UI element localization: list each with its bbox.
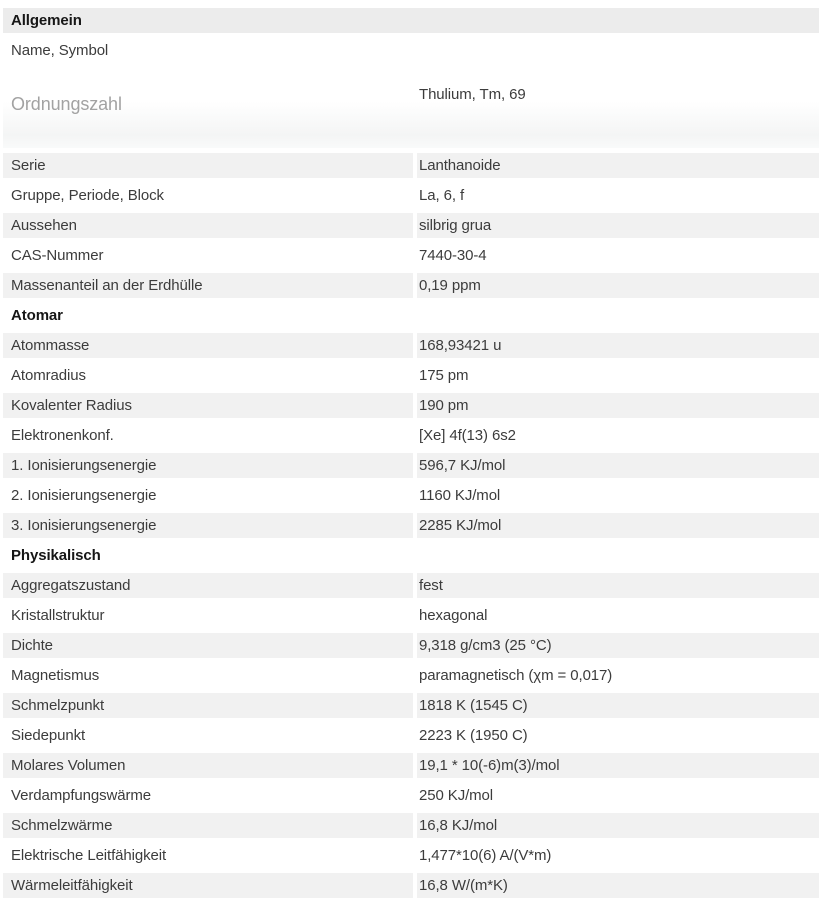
- property-row: [3, 783, 819, 808]
- element-name-value: Thulium, Tm, 69: [419, 86, 526, 103]
- property-label-cell: [3, 723, 413, 748]
- property-label-cell: [3, 813, 413, 838]
- property-label: 3. Ionisierungsenergie: [11, 517, 157, 534]
- property-value-cell: [417, 363, 819, 388]
- property-label-cell: [3, 783, 413, 808]
- property-label-cell: [3, 873, 413, 898]
- property-label-cell: [3, 513, 413, 538]
- property-label: Kristallstruktur: [11, 607, 105, 624]
- property-label: Serie: [11, 157, 46, 174]
- property-value: hexagonal: [419, 607, 488, 624]
- property-label: Atomradius: [11, 367, 86, 384]
- property-label: Siedepunkt: [11, 727, 86, 744]
- property-value-cell: [417, 783, 819, 808]
- property-value: [Xe] 4f(13) 6s2: [419, 427, 516, 444]
- property-value: La, 6, f: [419, 187, 465, 204]
- property-label-cell: [3, 213, 413, 238]
- property-value: 175 pm: [419, 367, 469, 384]
- property-value-cell: [417, 663, 819, 688]
- property-label-cell: [3, 243, 413, 268]
- section-title: Allgemein: [11, 12, 82, 29]
- property-value: Lanthanoide: [419, 157, 501, 174]
- property-row: [3, 723, 819, 748]
- property-label: Wärmeleitfähigkeit: [11, 877, 133, 894]
- property-label-cell: [3, 603, 413, 628]
- property-value-cell: [417, 603, 819, 628]
- property-value-cell: [417, 243, 819, 268]
- property-value: 190 pm: [419, 397, 469, 414]
- property-label: 2. Ionisierungsenergie: [11, 487, 157, 504]
- property-label-cell: [3, 633, 413, 658]
- property-row: [3, 393, 819, 418]
- property-row: [3, 633, 819, 658]
- property-value: 1,477*10(6) A/(V*m): [419, 847, 552, 864]
- property-label: Name, Symbol: [11, 42, 109, 59]
- property-label: Elektronenkonf.: [11, 427, 114, 444]
- property-value-cell: [417, 633, 819, 658]
- property-value: 2285 KJ/mol: [419, 517, 502, 534]
- property-value-cell: [417, 393, 819, 418]
- property-value: 1818 K (1545 C): [419, 697, 528, 714]
- property-row: [3, 663, 819, 688]
- property-value-cell: [417, 753, 819, 778]
- property-row: [3, 813, 819, 838]
- property-row: [3, 333, 819, 358]
- property-value-cell: [417, 423, 819, 448]
- property-row: [3, 273, 819, 298]
- ordnungszahl-block: [3, 68, 819, 148]
- property-row: [3, 603, 819, 628]
- property-row: [3, 213, 819, 238]
- property-row: [3, 753, 819, 778]
- property-value: 7440-30-4: [419, 247, 487, 264]
- property-value: 2223 K (1950 C): [419, 727, 528, 744]
- property-label-cell: [3, 663, 413, 688]
- property-label-cell: [3, 423, 413, 448]
- property-row: [3, 243, 819, 268]
- property-value: silbrig grua: [419, 217, 492, 234]
- property-row: [3, 453, 819, 478]
- property-label: Massenanteil an der Erdhülle: [11, 277, 203, 294]
- property-row: [3, 483, 819, 508]
- property-row: [3, 183, 819, 208]
- property-row: [3, 843, 819, 868]
- property-value: paramagnetisch (χm = 0,017): [419, 667, 613, 684]
- section-header-physikalisch: [3, 543, 819, 568]
- property-row: [3, 693, 819, 718]
- property-value-cell: [417, 38, 819, 63]
- property-label: Elektrische Leitfähigkeit: [11, 847, 167, 864]
- property-value: 168,93421 u: [419, 337, 502, 354]
- property-value-cell: [417, 693, 819, 718]
- property-value-cell: [417, 183, 819, 208]
- property-row: [3, 873, 819, 898]
- property-value-cell: [417, 273, 819, 298]
- property-label: Schmelzpunkt: [11, 697, 105, 714]
- property-value-cell: [417, 483, 819, 508]
- property-label-cell: [3, 453, 413, 478]
- property-label-cell: [3, 333, 413, 358]
- property-row: [3, 153, 819, 178]
- property-row: [3, 573, 819, 598]
- property-label: Molares Volumen: [11, 757, 126, 774]
- property-value: 16,8 KJ/mol: [419, 817, 498, 834]
- section-header-atomar: [3, 303, 819, 328]
- property-value: 9,318 g/cm3 (25 °C): [419, 637, 552, 654]
- property-label-cell: [3, 483, 413, 508]
- property-value-cell: [417, 453, 819, 478]
- name-symbol-row: [3, 38, 819, 63]
- property-value-cell: [417, 723, 819, 748]
- property-label: Dichte: [11, 637, 53, 654]
- property-value: 19,1 * 10(-6)m(3)/mol: [419, 757, 560, 774]
- property-value-cell: [417, 213, 819, 238]
- property-row: [3, 363, 819, 388]
- property-label-cell: [3, 273, 413, 298]
- property-label: Aussehen: [11, 217, 77, 234]
- section-title: Atomar: [11, 307, 63, 324]
- property-label-cell: [3, 183, 413, 208]
- property-label: Magnetismus: [11, 667, 100, 684]
- property-value-cell: [417, 873, 819, 898]
- property-label-cell: [3, 38, 413, 63]
- property-label: Kovalenter Radius: [11, 397, 132, 414]
- property-value-cell: [417, 333, 819, 358]
- property-label-cell: [3, 573, 413, 598]
- property-value-cell: [417, 573, 819, 598]
- property-label: Gruppe, Periode, Block: [11, 187, 164, 204]
- property-label: CAS-Nummer: [11, 247, 104, 264]
- section-header-allgemein: [3, 8, 819, 33]
- property-value: 1160 KJ/mol: [419, 487, 501, 504]
- property-label-cell: [3, 843, 413, 868]
- property-label: Verdampfungswärme: [11, 787, 152, 804]
- property-value: 0,19 ppm: [419, 277, 481, 294]
- property-value-cell: [417, 843, 819, 868]
- property-label: Atommasse: [11, 337, 90, 354]
- property-value: 16,8 W/(m*K): [419, 877, 508, 894]
- property-value: 250 KJ/mol: [419, 787, 494, 804]
- property-label: 1. Ionisierungsenergie: [11, 457, 157, 474]
- property-label-cell: [3, 753, 413, 778]
- property-row: [3, 423, 819, 448]
- property-label-cell: [3, 393, 413, 418]
- property-value: 596,7 KJ/mol: [419, 457, 506, 474]
- property-label: Schmelzwärme: [11, 817, 113, 834]
- property-label-cell: [3, 153, 413, 178]
- section-title: Physikalisch: [11, 547, 101, 564]
- property-value-cell: [417, 813, 819, 838]
- property-value-cell: [417, 153, 819, 178]
- property-row: [3, 513, 819, 538]
- property-label-cell: [3, 693, 413, 718]
- property-label: Aggregatszustand: [11, 577, 131, 594]
- property-value-cell: [417, 513, 819, 538]
- property-label-cell: [3, 363, 413, 388]
- ordnungszahl-label: Ordnungszahl: [11, 94, 122, 114]
- property-value: fest: [419, 577, 443, 594]
